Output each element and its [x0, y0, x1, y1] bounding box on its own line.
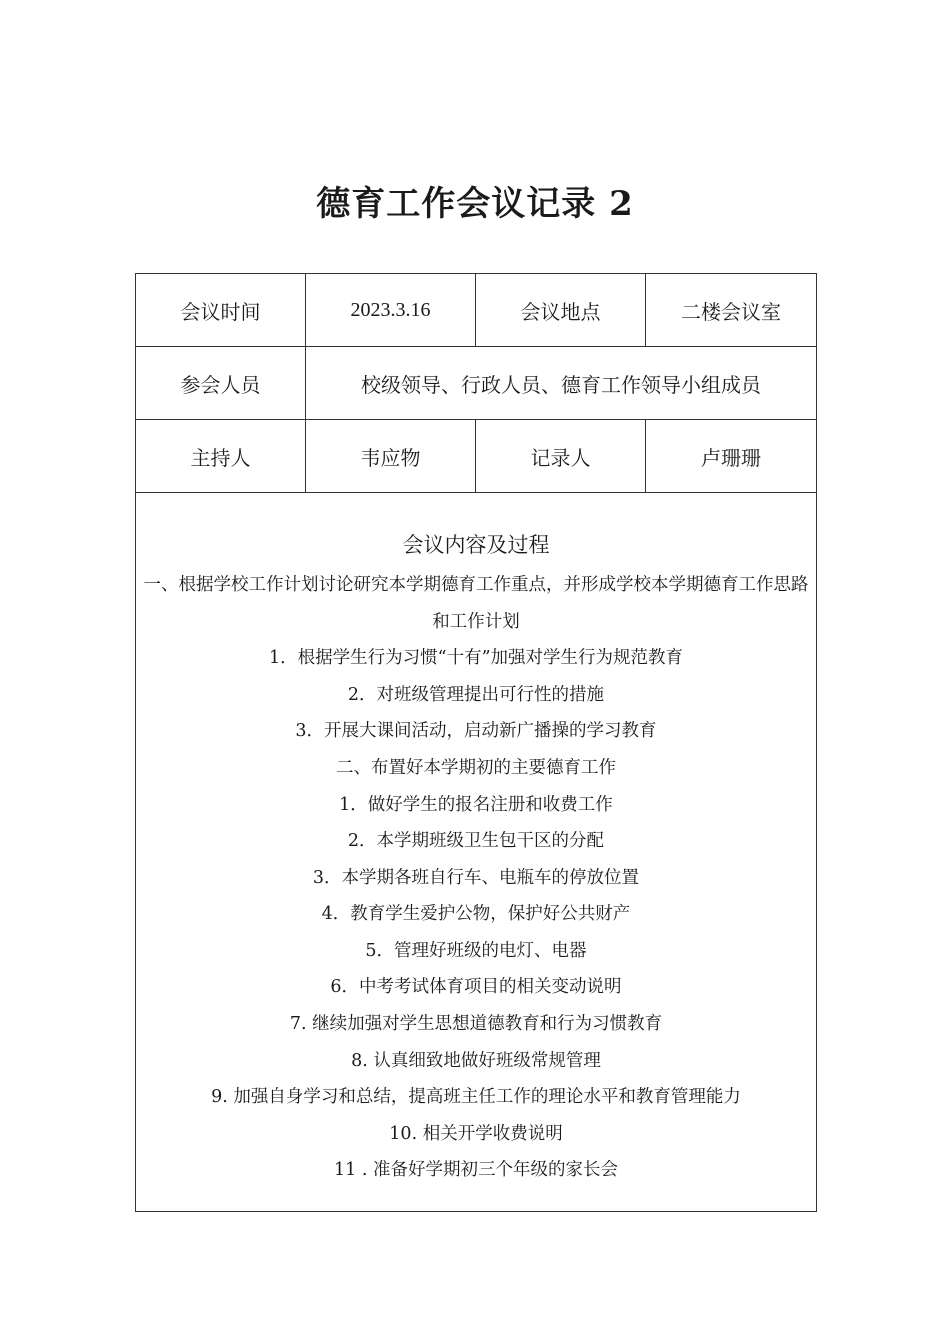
page-title: 德育工作会议记录 2 — [316, 184, 634, 224]
content-line: 6．中考考试体育项目的相关变动说明 — [330, 977, 622, 998]
recorder-value: 卢珊珊 — [646, 420, 817, 493]
content-heading: 会议内容及过程 — [402, 532, 550, 557]
table-row — [136, 420, 817, 493]
attendees-value: 校级领导、行政人员、德育工作领导小组成员 — [306, 347, 817, 420]
content-line: 7. 继续加强对学生思想道德教育和行为习惯教育 — [289, 1014, 663, 1035]
content-line: 1．根据学生行为习惯“十有”加强对学生行为规范教育 — [268, 648, 684, 669]
meeting-content-cell — [136, 493, 817, 1212]
content-line: 2．本学期班级卫生包干区的分配 — [347, 831, 605, 852]
attendees-label: 参会人员 — [136, 347, 306, 420]
meeting-time-value: 2023.3.16 — [306, 274, 476, 347]
table-row — [136, 347, 817, 420]
content-line: 4．教育学生爱护公物，保护好公共财产 — [321, 904, 631, 925]
meeting-place-value: 二楼会议室 — [646, 274, 817, 347]
content-line: 8. 认真细致地做好班级常规管理 — [351, 1050, 601, 1071]
content-line: 3．本学期各班自行车、电瓶车的停放位置 — [312, 867, 640, 888]
host-value: 韦应物 — [306, 420, 476, 493]
content-line: 3．开展大课间活动，启动新广播操的学习教育 — [295, 721, 657, 742]
content-line: 2．对班级管理提出可行性的措施 — [347, 684, 605, 705]
meeting-record-table — [135, 273, 817, 1212]
content-line: 11 . 准备好学期初三个年级的家长会 — [334, 1160, 618, 1181]
meeting-time-label: 会议时间 — [136, 274, 306, 347]
meeting-place-label: 会议地点 — [476, 274, 646, 347]
content-line: 9. 加强自身学习和总结，提高班主任工作的理论水平和教育管理能力 — [211, 1087, 741, 1108]
recorder-label: 记录人 — [476, 420, 646, 493]
content-line: 1．做好学生的报名注册和收费工作 — [339, 794, 613, 815]
content-line: 10. 相关开学收费说明 — [389, 1123, 563, 1144]
content-line: 一、根据学校工作计划讨论研究本学期德育工作重点，并形成学校本学期德育工作思路和工作计划 — [143, 574, 809, 632]
host-label: 主持人 — [136, 420, 306, 493]
table-row — [136, 274, 817, 347]
content-line: 二、布置好本学期初的主要德育工作 — [336, 757, 616, 778]
table-row — [136, 493, 817, 1212]
content-line: 5．管理好班级的电灯、电器 — [365, 940, 587, 961]
